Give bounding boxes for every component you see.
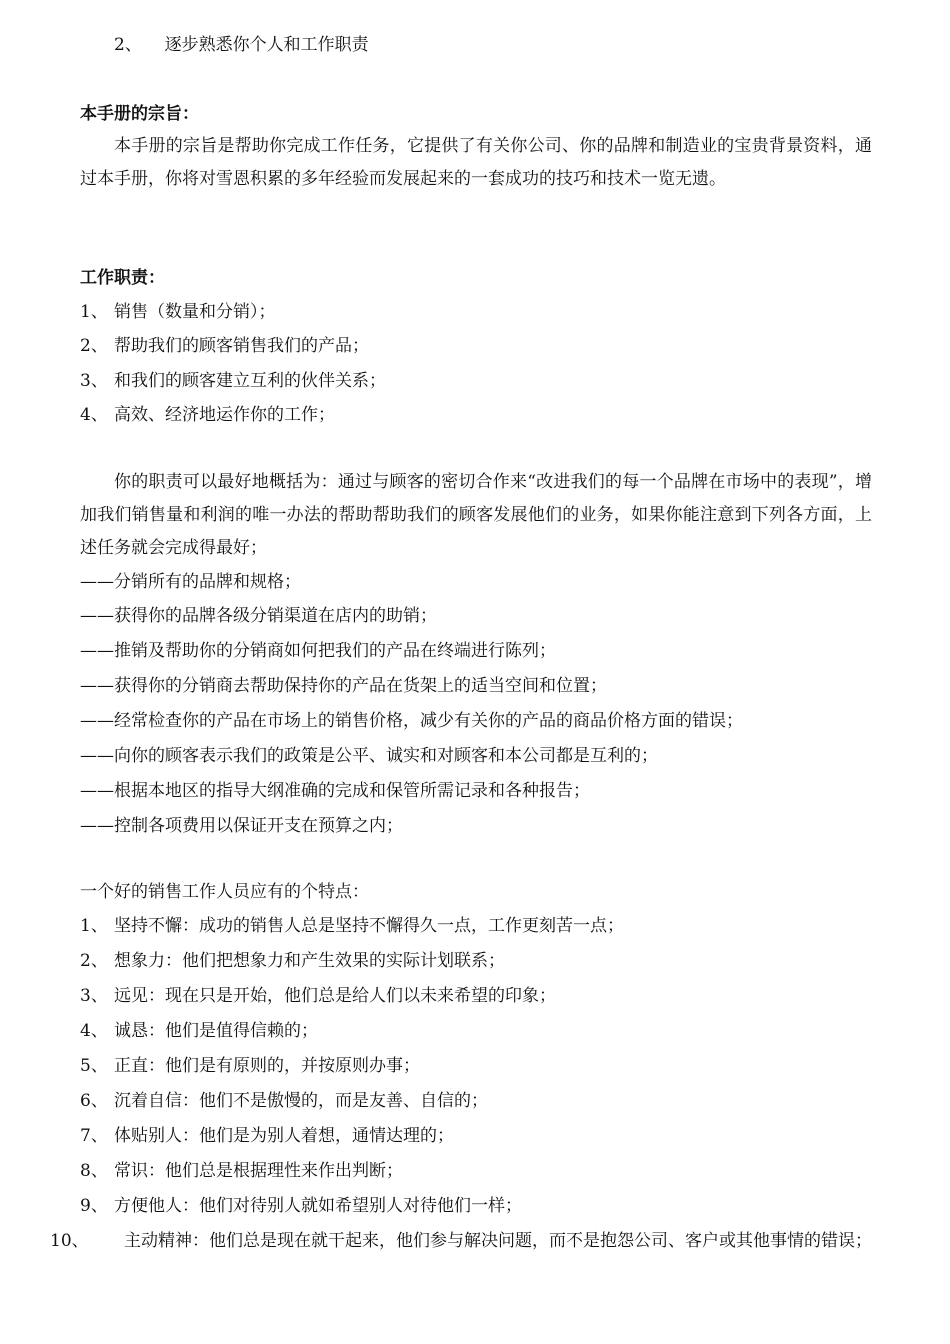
- list-number: 2、: [80, 336, 108, 356]
- duty-item: [80, 334, 872, 358]
- trait-item: [80, 1089, 872, 1113]
- list-number: 4、: [80, 1021, 108, 1041]
- list-number: 9、: [80, 1196, 108, 1216]
- list-text: 和我们的顾客建立互利的伙伴关系；: [114, 371, 386, 391]
- list-text: 销售（数量和分销）；: [114, 302, 276, 322]
- list-text: 常识：他们总是根据理性来作出判断；: [114, 1161, 403, 1181]
- list-number: 1、: [80, 302, 108, 322]
- list-number: 7、: [80, 1126, 108, 1146]
- duties-heading: 工作职责：: [80, 268, 165, 288]
- list-text: 主动精神：他们总是现在就干起来，他们参与解决问题，而不是抱怨公司、客户或其他事情的错误；: [124, 1231, 872, 1251]
- list-number: 1、: [80, 916, 108, 936]
- list-text: 高效、经济地运作你的工作；: [114, 405, 335, 425]
- list-number: 3、: [80, 371, 108, 391]
- duty-item: [80, 300, 872, 324]
- list-number: 5、: [80, 1056, 108, 1076]
- trait-item: [50, 1225, 872, 1258]
- list-text: 想象力：他们把想象力和产生效果的实际计划联系；: [114, 951, 505, 971]
- duty-item: [80, 369, 872, 393]
- trait-item: [80, 1019, 872, 1043]
- dash-item: ——根据本地区的指导大纲准确的完成和保管所需记录和各种报告；: [80, 781, 590, 801]
- list-text: 诚恳：他们是值得信赖的；: [114, 1021, 318, 1041]
- duty-item: [80, 403, 872, 427]
- dash-item: ——获得你的分销商去帮助保持你的产品在货架上的适当空间和位置；: [80, 676, 607, 696]
- trait-item: [80, 1194, 872, 1218]
- list-text: 逐步熟悉你个人和工作职责: [164, 35, 369, 55]
- list-text: 远见：现在只是开始，他们总是给人们以未来希望的印象；: [114, 986, 556, 1006]
- purpose-paragraph: 本手册的宗旨是帮助你完成工作任务，它提供了有关你公司、你的品牌和制造业的宝贵背景资料，通过本手册，你将对雪恩积累的多年经验而发展起来的一套成功的技巧和技术一览无遗。: [80, 136, 872, 189]
- list-text: 沉着自信：他们不是傲慢的，而是友善、自信的；: [114, 1091, 488, 1111]
- dash-item: ——推销及帮助你的分销商如何把我们的产品在终端进行陈列；: [80, 641, 556, 661]
- traits-heading: 一个好的销售工作人员应有的个特点：: [80, 882, 369, 902]
- dash-item: ——获得你的品牌各级分销渠道在店内的助销；: [80, 606, 437, 626]
- list-number: 3、: [80, 986, 108, 1006]
- list-number: 10、: [50, 1231, 89, 1251]
- purpose-heading: 本手册的宗旨：: [80, 104, 199, 124]
- list-text: 正直：他们是有原则的，并按原则办事；: [114, 1056, 420, 1076]
- list-number: 4、: [80, 405, 108, 425]
- summary-paragraph: 你的职责可以最好地概括为：通过与顾客的密切合作来“改进我们的每一个品牌在市场中的表现”，增加我们销售量和利润的唯一办法的帮助帮助我们的顾客发展他们的业务，如果你能注意到下列各方面，上述任务就会完成得最好；: [80, 472, 872, 558]
- list-text: 坚持不懈：成功的销售人总是坚持不懈得久一点，工作更刻苦一点；: [114, 916, 624, 936]
- list-number: 2、: [114, 35, 142, 55]
- trait-item: [80, 914, 872, 938]
- dash-item: ——经常检查你的产品在市场上的销售价格，减少有关你的产品的商品价格方面的错误；: [80, 711, 743, 731]
- dash-item: ——控制各项费用以保证开支在预算之内；: [80, 816, 403, 836]
- trait-item: [80, 1159, 872, 1183]
- trait-item: [80, 949, 872, 973]
- list-number: 8、: [80, 1161, 108, 1181]
- list-text: 方便他人：他们对待别人就如希望别人对待他们一样；: [114, 1196, 522, 1216]
- list-number: 6、: [80, 1091, 108, 1111]
- list-text: 体贴别人：他们是为别人着想，通情达理的；: [114, 1126, 454, 1146]
- trait-item: [80, 1054, 872, 1078]
- dash-item: ——向你的顾客表示我们的政策是公平、诚实和对顾客和本公司都是互利的；: [80, 746, 658, 766]
- dash-item: ——分销所有的品牌和规格；: [80, 572, 301, 592]
- trait-item: [80, 984, 872, 1008]
- list-text: 帮助我们的顾客销售我们的产品；: [114, 336, 369, 356]
- list-item: [114, 33, 904, 57]
- list-number: 2、: [80, 951, 108, 971]
- trait-item: [80, 1124, 872, 1148]
